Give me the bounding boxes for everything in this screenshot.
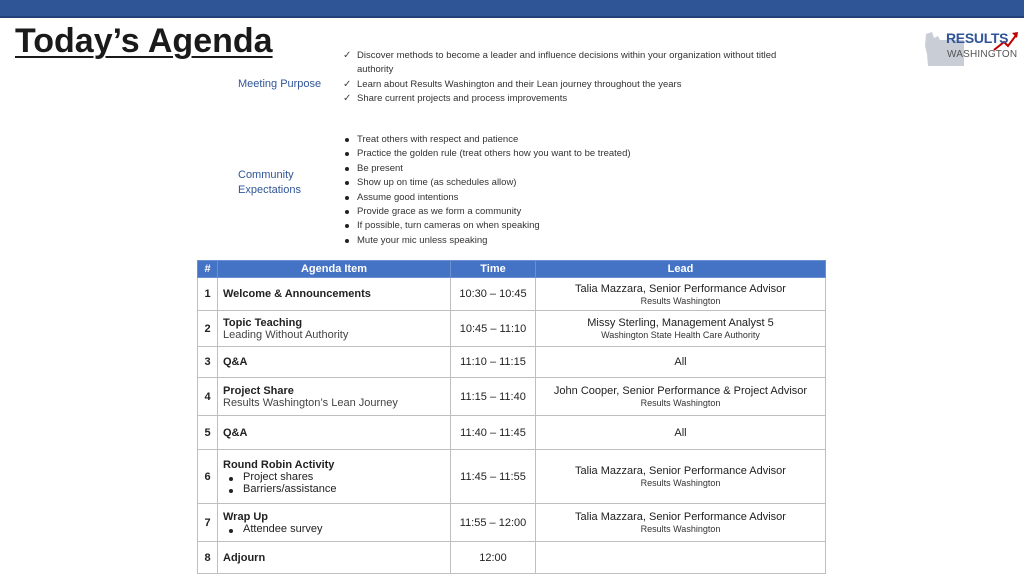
row-item [218, 311, 451, 347]
row-item [218, 450, 451, 504]
item-subtitle: Leading Without Authority [223, 328, 349, 341]
header-agenda-item: Agenda Item [218, 261, 451, 278]
row-number: 6 [198, 450, 218, 504]
purpose-item: ✓ Discover methods to become a leader and influence decisions within your organization without titled authority [343, 49, 813, 78]
row-time: 11:45 – 11:55 [451, 450, 536, 504]
item-bullet: Project shares [223, 471, 445, 483]
agenda-table [197, 260, 826, 574]
lead-name: Talia Mazzara, Senior Performance Advisor [575, 465, 786, 477]
item-title: Q&A [223, 356, 248, 368]
expectation-item: Treat others with respect and patience [343, 133, 813, 147]
item-bullets [223, 523, 445, 535]
logo-line-1: RESULTS [946, 30, 1009, 46]
top-banner [0, 0, 1024, 18]
lead-name: All [674, 426, 687, 439]
item-title: Q&A [223, 426, 248, 439]
lead-name: All [674, 356, 687, 368]
page-title: Today’s Agenda [15, 22, 273, 60]
lead-org: Results Washington [640, 398, 721, 408]
agenda-row [198, 542, 826, 574]
header-time: Time [451, 261, 536, 278]
community-expectations-label: Community Expectations [238, 169, 301, 196]
meeting-purpose-list [343, 49, 813, 107]
agenda-row [198, 378, 826, 416]
row-number: 7 [198, 504, 218, 542]
row-time: 10:30 – 10:45 [451, 278, 536, 311]
expectation-item: Be present [343, 162, 813, 176]
row-lead [536, 542, 826, 574]
expectation-item: If possible, turn cameras on when speaking [343, 219, 813, 233]
row-number: 4 [198, 378, 218, 416]
row-time: 12:00 [451, 542, 536, 574]
lead-org: Washington State Health Care Authority [601, 330, 760, 340]
lead-org: Results Washington [640, 295, 721, 306]
row-lead [536, 450, 826, 504]
expectation-item: Provide grace as we form a community [343, 205, 813, 219]
lead-name: Talia Mazzara, Senior Performance Advisor [575, 511, 786, 523]
row-item [218, 416, 451, 450]
row-number: 2 [198, 311, 218, 347]
lead-name: Talia Mazzara, Senior Performance Advisor [575, 282, 786, 295]
purpose-item: ✓ Learn about Results Washington and their Lean journey throughout the years [343, 78, 813, 92]
lead-name: John Cooper, Senior Performance & Project Advisor [553, 385, 808, 397]
row-time: 11:10 – 11:15 [451, 347, 536, 378]
row-number: 1 [198, 278, 218, 311]
results-washington-logo [924, 28, 1020, 68]
item-title: Wrap Up [223, 510, 269, 523]
lead-org: Results Washington [640, 524, 721, 534]
item-title: Round Robin Activity [223, 458, 335, 471]
item-bullets [223, 471, 445, 495]
row-lead [536, 278, 826, 311]
lead-org: Results Washington [640, 478, 721, 488]
row-time: 11:55 – 12:00 [451, 504, 536, 542]
row-item [218, 278, 451, 311]
row-item [218, 504, 451, 542]
row-lead [536, 504, 826, 542]
header-number: # [198, 261, 218, 278]
row-number: 3 [198, 347, 218, 378]
expectation-item: Mute your mic unless speaking [343, 234, 813, 248]
item-title: Welcome & Announcements [223, 288, 371, 300]
header-lead: Lead [536, 261, 826, 278]
meeting-purpose-label: Meeting Purpose [238, 78, 322, 90]
row-time: 11:15 – 11:40 [451, 378, 536, 416]
row-number: 5 [198, 416, 218, 450]
expectation-item: Show up on time (as schedules allow) [343, 176, 813, 190]
row-lead [536, 416, 826, 450]
row-number: 8 [198, 542, 218, 574]
item-title: Topic Teaching [223, 316, 303, 329]
row-time: 10:45 – 11:10 [451, 311, 536, 347]
item-bullet: Barriers/assistance [223, 483, 445, 495]
row-item [218, 378, 451, 416]
item-bullet: Attendee survey [223, 523, 445, 535]
row-lead [536, 378, 826, 416]
expectation-item: Assume good intentions [343, 191, 813, 205]
expectation-item: Practice the golden rule (treat others how you want to be treated) [343, 147, 813, 161]
agenda-row [198, 416, 826, 450]
item-subtitle: Results Washington’s Lean Journey [223, 396, 398, 409]
community-expectations-list [343, 133, 813, 248]
agenda-row [198, 278, 826, 311]
item-title: Adjourn [223, 551, 266, 564]
agenda-header-row [198, 261, 826, 278]
row-time: 11:40 – 11:45 [451, 416, 536, 450]
agenda-row [198, 311, 826, 347]
agenda-row [198, 450, 826, 504]
lead-name: Missy Sterling, Management Analyst 5 [587, 317, 774, 329]
row-item [218, 542, 451, 574]
agenda-row [198, 504, 826, 542]
purpose-item: ✓ Share current projects and process improvements [343, 92, 813, 106]
logo-line-2: WASHINGTON [947, 49, 1018, 60]
row-lead [536, 347, 826, 378]
item-title: Project Share [223, 384, 294, 397]
agenda-row [198, 347, 826, 378]
row-item [218, 347, 451, 378]
row-lead [536, 311, 826, 347]
